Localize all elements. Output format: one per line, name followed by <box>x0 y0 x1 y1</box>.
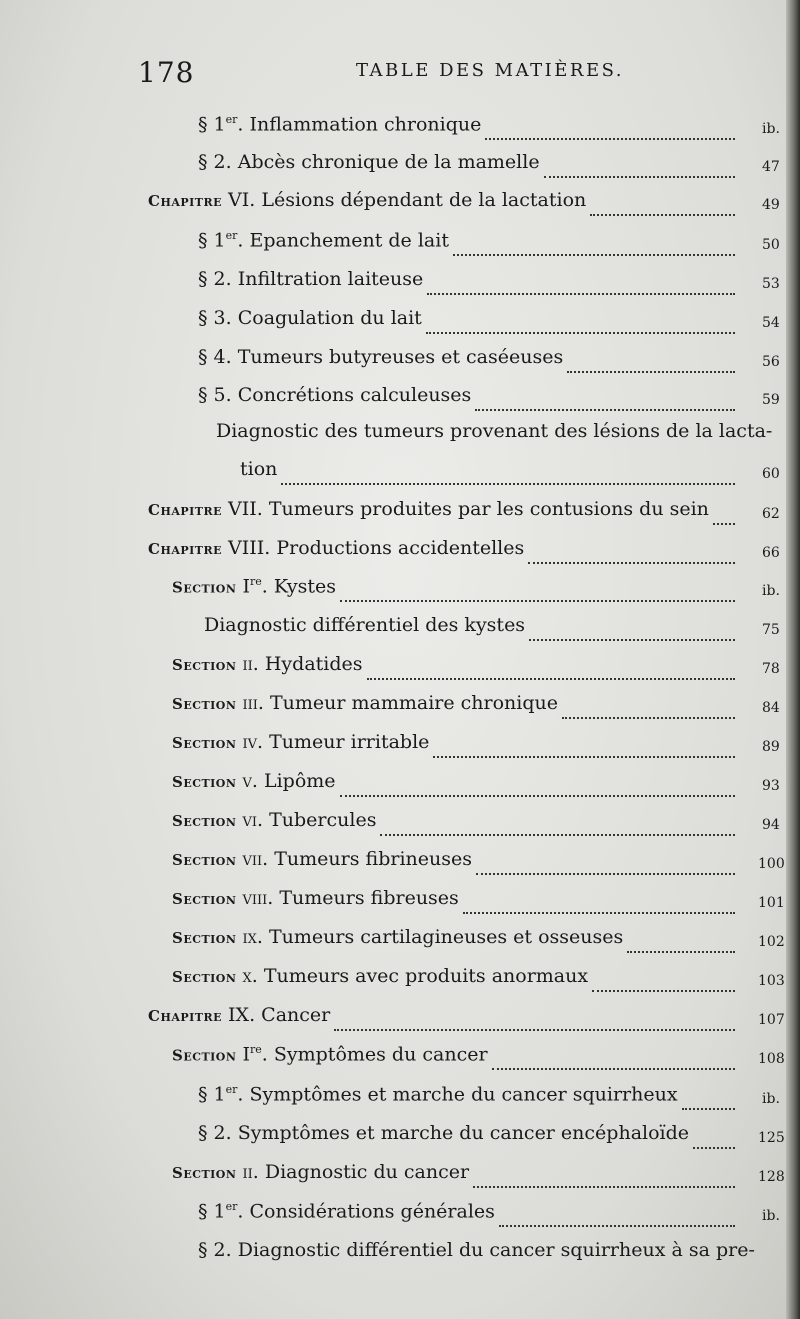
toc-entry-title: Diagnostic des tumeurs provenant des lésions de la lacta- <box>216 420 773 442</box>
toc-entry-label <box>172 653 363 675</box>
toc-entry-page: 66 <box>762 545 780 561</box>
toc-entry-label <box>240 458 277 480</box>
dot-leader <box>590 213 735 216</box>
toc-entry-label <box>198 307 422 329</box>
toc-entry-keyword: § <box>198 1083 208 1106</box>
toc-entry-page: 50 <box>762 237 780 253</box>
toc-entry-keyword: § <box>198 1239 208 1261</box>
toc-entry-page: ib. <box>762 1091 780 1107</box>
toc-entry-title: . Infiltration laiteuse <box>225 268 424 290</box>
toc-entry-keyword: Chapitre <box>148 501 222 519</box>
toc-entry-page: 89 <box>762 739 780 755</box>
toc-entry-number: VIII <box>228 537 265 559</box>
running-title: TABLE DES MATIÈRES. <box>356 60 624 81</box>
toc-entry-label <box>198 384 471 406</box>
toc-entry-keyword: § <box>198 384 208 406</box>
toc-entry-number: 5 <box>213 384 226 406</box>
toc-entry-superscript: er <box>225 1083 238 1096</box>
toc-entry-label <box>216 420 772 442</box>
toc-entry-keyword: Section <box>172 812 237 830</box>
dot-leader <box>473 1185 735 1188</box>
toc-entry-page: 56 <box>762 354 780 370</box>
page-number: 178 <box>138 56 195 89</box>
toc-entry-title: tion <box>240 458 278 480</box>
dot-leader <box>528 561 735 564</box>
dot-leader <box>567 370 735 373</box>
toc-entry <box>198 384 735 418</box>
toc-entry-label <box>148 1004 330 1026</box>
toc-entry-page: 78 <box>762 661 780 677</box>
toc-entry-label <box>172 965 588 987</box>
toc-entry-keyword: Section <box>172 578 237 597</box>
toc-entry-label <box>198 229 449 251</box>
toc-entry-page: 94 <box>762 817 780 833</box>
toc-entry-page: 60 <box>762 466 780 482</box>
toc-entry <box>172 731 735 765</box>
toc-entry-label <box>148 537 524 559</box>
dot-leader <box>426 331 735 334</box>
toc-entry-keyword: § <box>198 1122 208 1144</box>
toc-entry <box>216 420 773 454</box>
dot-leader <box>340 794 735 797</box>
toc-entry <box>172 887 735 921</box>
dot-leader <box>693 1146 735 1149</box>
toc-entry-keyword: § <box>198 1200 208 1223</box>
toc-entry-keyword: Section <box>172 656 237 674</box>
toc-entry-label <box>172 887 459 909</box>
toc-entry-label <box>148 498 709 520</box>
toc-entry-label <box>198 1122 689 1144</box>
toc-entry <box>172 575 735 609</box>
dot-leader <box>427 292 735 295</box>
dot-leader <box>433 755 735 758</box>
toc-entry-number: iv <box>242 731 258 753</box>
toc-entry-label <box>198 1239 755 1261</box>
toc-entry <box>198 229 735 263</box>
dot-leader <box>463 911 735 914</box>
dot-leader <box>485 137 735 140</box>
toc-entry <box>172 848 735 882</box>
toc-entry-title: . Epanchement de lait <box>237 229 449 252</box>
toc-entry-label <box>172 575 336 597</box>
toc-entry-keyword: § <box>198 113 208 136</box>
toc-entry-page: 59 <box>762 392 780 408</box>
toc-entry-number: vi <box>242 809 258 831</box>
dot-leader <box>476 872 735 875</box>
toc-entry <box>172 926 735 960</box>
toc-entry-title: . Inflammation chronique <box>237 113 482 136</box>
toc-entry <box>198 268 735 302</box>
toc-entry-number: ii <box>242 653 253 675</box>
toc-entry-label <box>172 1043 488 1065</box>
toc-entry-label <box>198 346 563 368</box>
toc-entry-title: . Diagnostic du cancer <box>252 1161 470 1183</box>
toc-entry <box>198 1200 735 1234</box>
toc-entry-number: 2 <box>213 1122 226 1144</box>
toc-entry <box>148 1004 735 1038</box>
toc-entry-keyword: Section <box>172 1046 237 1065</box>
dot-leader <box>627 950 735 953</box>
toc-entry-title: . Productions accidentelles <box>264 537 525 559</box>
dot-leader <box>492 1067 735 1070</box>
toc-entry-label <box>172 926 623 948</box>
toc-entry-page: ib. <box>762 583 780 599</box>
toc-entry <box>148 498 735 532</box>
toc-entry-number: 2 <box>213 151 226 173</box>
toc-entry-title: . Abcès chronique de la mamelle <box>225 151 540 173</box>
toc-entry-label <box>204 614 525 636</box>
dot-leader <box>682 1107 735 1110</box>
toc-entry-label <box>172 692 558 714</box>
toc-entry-title: . Considérations générales <box>237 1200 495 1223</box>
toc-entry-page: 102 <box>758 934 785 950</box>
toc-entry-keyword: Section <box>172 851 237 869</box>
toc-entry-superscript: er <box>225 113 238 126</box>
toc-entry <box>172 965 735 999</box>
toc-entry-page: 125 <box>758 1130 785 1146</box>
toc-entry-label <box>198 113 481 135</box>
toc-entry-title: . Cancer <box>249 1004 331 1026</box>
toc-entry-keyword: Section <box>172 1164 237 1182</box>
toc-entry-page: 100 <box>758 856 785 872</box>
dot-leader <box>475 408 735 411</box>
dot-leader <box>713 522 735 525</box>
toc-entry-keyword: Section <box>172 734 237 752</box>
toc-entry-superscript: re <box>250 575 262 588</box>
toc-entry-title: . Tubercules <box>257 809 377 831</box>
toc-entry-keyword: § <box>198 307 208 329</box>
dot-leader <box>340 599 735 602</box>
toc-entry-title: . Concrétions calculeuses <box>225 384 472 406</box>
toc-entry-number: VII <box>228 498 257 520</box>
toc-entry-keyword: Section <box>172 968 237 986</box>
toc-entry <box>204 614 735 648</box>
toc-entry-label <box>172 809 376 831</box>
toc-entry-keyword: Section <box>172 695 237 713</box>
toc-entry <box>172 809 735 843</box>
toc-entry-number: v <box>242 770 252 792</box>
toc-entry-number: vii <box>242 848 263 870</box>
toc-entry-label <box>198 151 540 173</box>
toc-entry-label <box>172 848 472 870</box>
toc-entry-label <box>172 731 429 753</box>
toc-entry-keyword: § <box>198 346 208 368</box>
toc-entry-title: . Lipôme <box>251 770 336 792</box>
toc-entry-number: ii <box>242 1161 253 1183</box>
toc-entry <box>198 113 735 147</box>
toc-entry-page: 93 <box>762 778 780 794</box>
toc-entry <box>198 1122 735 1156</box>
toc-entry <box>198 307 735 341</box>
toc-entry-page: ib. <box>762 121 780 137</box>
toc-entry-number: 1 <box>213 113 226 136</box>
toc-entry-page: 108 <box>758 1051 785 1067</box>
toc-entry <box>198 151 735 185</box>
toc-entry-label <box>198 1083 678 1105</box>
toc-entry <box>240 458 735 492</box>
toc-entry-title: . Tumeurs butyreuses et caséeuses <box>225 346 564 368</box>
toc-entry-keyword: Chapitre <box>148 1007 222 1025</box>
toc-entry <box>172 1161 735 1195</box>
dot-leader <box>334 1028 735 1031</box>
toc-entry-title: . Tumeurs fibrineuses <box>262 848 472 870</box>
toc-entry-label <box>172 770 336 792</box>
toc-entry <box>198 1239 755 1273</box>
toc-entry-number: 2 <box>213 268 226 290</box>
toc-entry-number: 1 <box>213 229 226 252</box>
dot-leader <box>281 482 735 485</box>
toc-entry-page: 75 <box>762 622 780 638</box>
toc-entry-number: x <box>242 965 252 987</box>
toc-entry <box>148 189 735 223</box>
toc-entry-page: 54 <box>762 315 780 331</box>
toc-entry-page: 101 <box>758 895 785 911</box>
dot-leader <box>544 175 735 178</box>
toc-entry-title: . Tumeurs avec produits anormaux <box>251 965 589 987</box>
dot-leader <box>453 253 735 256</box>
toc-entry-number: 4 <box>213 346 226 368</box>
toc-entry-title: . Tumeur mammaire chronique <box>257 692 559 714</box>
toc-entry-page: 62 <box>762 506 780 522</box>
toc-entry-number: 1 <box>213 1200 226 1223</box>
toc-entry-keyword: Section <box>172 890 237 908</box>
toc-entry-number: iii <box>242 692 258 714</box>
dot-leader <box>367 677 735 680</box>
toc-entry-page: ib. <box>762 1208 780 1224</box>
toc-entry-superscript: er <box>225 1200 238 1213</box>
toc-entry <box>172 770 735 804</box>
toc-entry-number: 2 <box>213 1239 226 1261</box>
toc-entry-title: . Hydatides <box>252 653 363 675</box>
toc-entry-superscript: er <box>225 229 238 242</box>
toc-entry-title: Diagnostic différentiel des kystes <box>204 614 526 636</box>
toc-entry <box>148 537 735 571</box>
toc-entry-keyword: Section <box>172 773 237 791</box>
dot-leader <box>499 1224 735 1227</box>
toc-entry-number: ix <box>242 926 257 948</box>
toc-entry-title: . Tumeurs produites par les contusions du sein <box>256 498 709 520</box>
toc-entry <box>172 1043 735 1077</box>
toc-entry-superscript: re <box>250 1043 262 1056</box>
toc-entry <box>198 346 735 380</box>
toc-entry-keyword: Section <box>172 929 237 947</box>
toc-entry-number: viii <box>242 887 268 909</box>
toc-entry-number: I <box>242 1043 251 1066</box>
dot-leader <box>562 716 735 719</box>
toc-entry-title: . Tumeurs cartilagineuses et osseuses <box>256 926 624 948</box>
toc-entry-label <box>148 189 586 211</box>
toc-entry-keyword: Chapitre <box>148 192 222 210</box>
toc-entry-page: 49 <box>762 197 780 213</box>
dot-leader <box>529 638 735 641</box>
toc-entry-label <box>198 268 423 290</box>
toc-entry-page: 53 <box>762 276 780 292</box>
toc-entry-page: 128 <box>758 1169 785 1185</box>
toc-entry-keyword: § <box>198 268 208 290</box>
toc-entry-title: . Lésions dépendant de la lactation <box>249 189 587 211</box>
toc-entry-page: 47 <box>762 159 780 175</box>
toc-entry-label <box>198 1200 495 1222</box>
toc-entry-page: 107 <box>758 1012 785 1028</box>
dot-leader <box>592 989 735 992</box>
toc-entry-number: I <box>242 575 251 598</box>
toc-entry-keyword: Chapitre <box>148 540 222 558</box>
toc-entry-title: . Kystes <box>261 575 336 598</box>
toc-entry-keyword: § <box>198 229 208 252</box>
dot-leader <box>380 833 735 836</box>
toc-entry-title: . Tumeur irritable <box>257 731 430 753</box>
toc-entry-label <box>172 1161 469 1183</box>
toc-entry-title: . Symptômes et marche du cancer encéphaloïde <box>225 1122 690 1144</box>
toc-entry <box>172 653 735 687</box>
toc-entry-keyword: § <box>198 151 208 173</box>
toc-entry-number: IX <box>228 1004 250 1026</box>
toc-entry-title: . Symptômes du cancer <box>261 1043 488 1066</box>
toc-entry <box>198 1083 735 1117</box>
toc-entry-number: 3 <box>213 307 226 329</box>
toc-entry-page: 84 <box>762 700 780 716</box>
toc-entry <box>172 692 735 726</box>
toc-entry-title: . Coagulation du lait <box>225 307 422 329</box>
toc-entry-title: . Symptômes et marche du cancer squirrheux <box>237 1083 678 1106</box>
toc-entry-page: 103 <box>758 973 785 989</box>
toc-entry-number: 1 <box>213 1083 226 1106</box>
toc-entry-number: VI <box>228 189 250 211</box>
toc-entry-title: . Tumeurs fibreuses <box>267 887 459 909</box>
toc-entry-title: . Diagnostic différentiel du cancer squirrheux à sa pre- <box>225 1239 755 1261</box>
